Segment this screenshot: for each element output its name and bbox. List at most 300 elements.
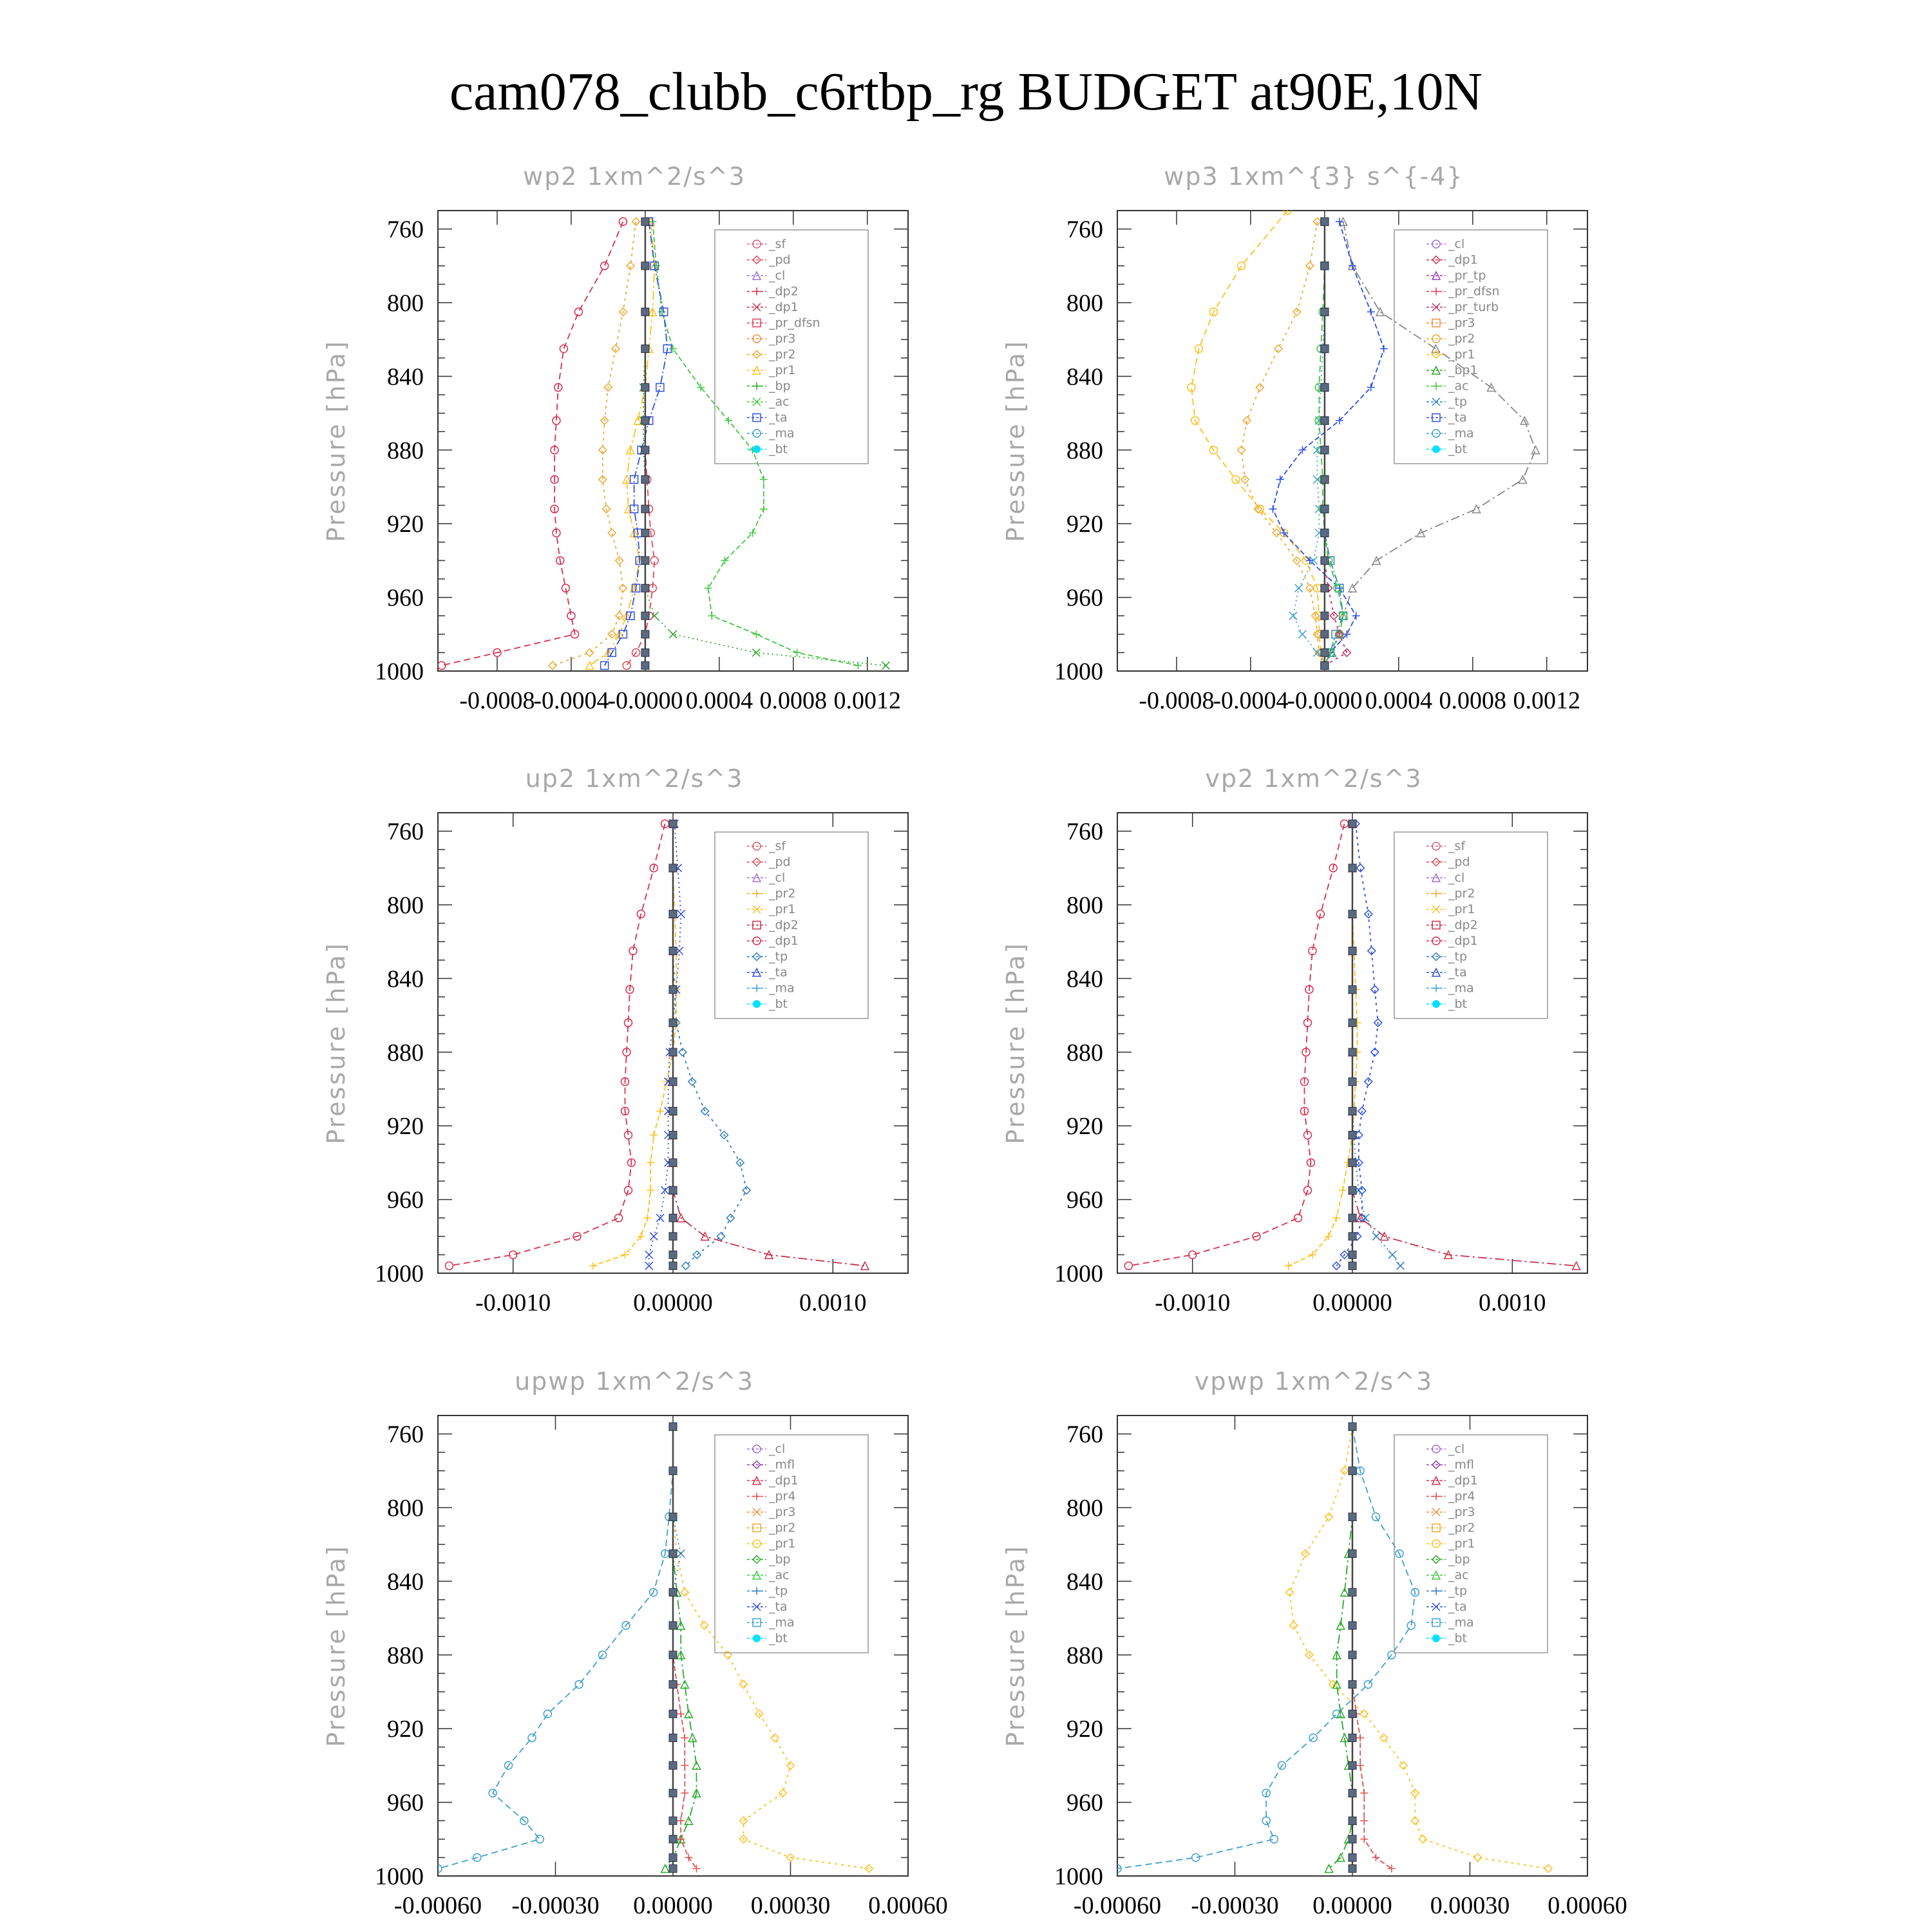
x-tick-label: 0.00000 xyxy=(1312,1289,1392,1316)
legend-entry: _bt xyxy=(769,442,788,457)
legend-entry: _ma xyxy=(1448,426,1474,440)
data-point xyxy=(681,1734,688,1742)
data-point xyxy=(1298,630,1306,638)
data-point xyxy=(1349,1550,1356,1558)
data-point xyxy=(669,1734,677,1742)
legend-marker xyxy=(1432,1587,1440,1595)
data-point xyxy=(669,1865,677,1873)
legend-entry: _dp1 xyxy=(1448,1473,1478,1488)
data-point xyxy=(1376,308,1384,316)
series-line_pd xyxy=(627,222,654,665)
x-tick-label: -0.0008 xyxy=(459,687,535,714)
data-point xyxy=(1349,1835,1356,1843)
data-point xyxy=(1473,505,1481,513)
legend-entry: _bt xyxy=(1448,442,1468,457)
legend-entry: _pr4 xyxy=(769,1489,796,1504)
legend-entry: _ma xyxy=(769,1615,795,1630)
data-point xyxy=(685,1853,692,1861)
x-tick-label: 0.0008 xyxy=(759,687,828,714)
y-tick-label: 840 xyxy=(1066,965,1103,993)
data-point xyxy=(1349,1048,1356,1056)
y-axis-label: Pressure [hPa] xyxy=(1001,942,1030,1144)
data-point xyxy=(641,218,649,225)
data-point xyxy=(1274,345,1282,353)
y-tick-label: 800 xyxy=(387,892,424,919)
legend-entry: _dp1 xyxy=(1448,934,1478,948)
data-point xyxy=(601,262,609,270)
y-tick-label: 800 xyxy=(387,1495,424,1522)
data-point xyxy=(1349,986,1356,994)
series-line_pr1 xyxy=(1191,211,1325,665)
data-point xyxy=(1399,1761,1407,1769)
data-point xyxy=(724,417,732,424)
data-point xyxy=(685,1817,692,1824)
data-point xyxy=(623,661,630,669)
legend-entry: _pd xyxy=(1448,855,1470,869)
x-tick-label: 0.0010 xyxy=(1479,1289,1546,1316)
series-line_ma xyxy=(1293,222,1325,665)
series-line_pr1 xyxy=(1289,824,1358,1265)
data-point xyxy=(1269,505,1276,513)
legend-entry: _ac xyxy=(1448,1568,1469,1582)
data-point xyxy=(1124,1262,1132,1270)
data-point xyxy=(1364,1681,1372,1689)
data-point xyxy=(1349,1817,1356,1824)
panel-0 xyxy=(322,162,908,714)
legend-entry: _pr1 xyxy=(769,902,796,916)
data-point xyxy=(1388,1865,1396,1873)
legend-entry: _tp xyxy=(769,1584,788,1598)
data-point xyxy=(1360,1817,1368,1824)
data-point xyxy=(1372,1853,1380,1861)
data-point xyxy=(669,1853,677,1861)
data-point xyxy=(1356,1734,1364,1742)
data-point xyxy=(641,384,649,392)
data-point xyxy=(1270,1835,1278,1843)
series-line_ac xyxy=(1319,222,1343,665)
legend-entry: _pr_dfsn xyxy=(769,316,820,330)
series-line_tp xyxy=(1352,824,1401,1265)
data-point xyxy=(1325,1513,1333,1520)
data-point xyxy=(669,1622,677,1629)
data-point xyxy=(669,947,677,955)
data-point xyxy=(1349,1513,1356,1520)
series-line_bp xyxy=(665,1426,697,1868)
data-point xyxy=(586,649,594,656)
data-point xyxy=(1349,1710,1356,1718)
data-point xyxy=(641,505,649,513)
legend-entry: _pr1 xyxy=(1448,1537,1475,1551)
data-point xyxy=(641,649,649,656)
data-point xyxy=(1332,1214,1340,1222)
data-point xyxy=(643,1214,651,1222)
data-point xyxy=(1289,612,1297,620)
legend-entry: _bp xyxy=(769,1552,791,1567)
data-point xyxy=(681,1761,688,1769)
legend-entry: _pd xyxy=(769,855,791,869)
legend-marker xyxy=(1432,1634,1440,1642)
data-point xyxy=(752,630,760,638)
data-point xyxy=(1321,476,1329,484)
data-point xyxy=(669,864,677,872)
x-tick-label: 0.00030 xyxy=(1430,1892,1510,1919)
x-tick-label: 0.0012 xyxy=(1513,687,1581,714)
data-point xyxy=(861,1262,869,1270)
y-tick-label: 840 xyxy=(387,1568,424,1596)
y-tick-label: 920 xyxy=(387,1113,424,1141)
panel-3 xyxy=(1001,764,1587,1316)
legend-entry: _pr_dfsn xyxy=(1448,284,1500,299)
series-group xyxy=(1188,207,1540,669)
x-tick-label: 0.0010 xyxy=(799,1289,867,1316)
data-point xyxy=(641,612,649,620)
data-point xyxy=(1360,1789,1368,1797)
data-point xyxy=(1349,1251,1356,1258)
data-point xyxy=(1349,1019,1356,1027)
y-tick-label: 960 xyxy=(1066,584,1103,612)
x-tick-label: 0.0008 xyxy=(1439,687,1507,714)
legend-entry: _bp xyxy=(769,379,791,393)
legend-entry: _ma xyxy=(769,981,795,996)
data-point xyxy=(669,1107,677,1115)
data-point xyxy=(656,384,664,392)
legend-entry: _pr2 xyxy=(769,886,796,901)
legend-entry: _dp2 xyxy=(769,918,799,933)
series-line_ta xyxy=(649,824,681,1265)
data-point xyxy=(1367,308,1375,316)
data-point xyxy=(1238,262,1245,270)
series-line_pr_turb xyxy=(1325,222,1347,665)
data-point xyxy=(669,1233,677,1240)
series-group xyxy=(438,218,890,669)
legend-entry: _pr2 xyxy=(1448,332,1475,346)
y-tick-label: 1000 xyxy=(375,658,424,685)
data-point xyxy=(1321,262,1329,270)
x-tick-label: -0.0000 xyxy=(607,687,683,714)
x-tick-label: 0.0004 xyxy=(1365,687,1433,714)
panel-title: wp3 1xm^{3} s^{-4} xyxy=(1164,162,1464,191)
data-point xyxy=(669,1651,677,1659)
legend-entry: _bt xyxy=(1448,997,1468,1011)
y-tick-label: 880 xyxy=(387,1642,424,1669)
y-axis-label: Pressure [hPa] xyxy=(322,1544,350,1747)
legend-marker xyxy=(1432,890,1440,898)
data-point xyxy=(669,1817,677,1824)
data-point xyxy=(760,505,768,513)
panel-title: vpwp 1xm^2/s^3 xyxy=(1194,1367,1434,1396)
data-point xyxy=(641,661,649,669)
legend-entry: _pr3 xyxy=(769,332,796,346)
y-tick-label: 760 xyxy=(1066,818,1103,846)
legend-entry: _bt xyxy=(769,1631,788,1645)
data-point xyxy=(1321,630,1329,638)
data-point xyxy=(1356,1761,1364,1769)
x-tick-label: 0.00030 xyxy=(750,1892,831,1919)
data-point xyxy=(669,1159,677,1166)
legend-entry: _ta xyxy=(1448,965,1467,980)
data-point xyxy=(708,612,715,620)
data-point xyxy=(575,1681,583,1689)
data-point xyxy=(1349,1467,1356,1475)
data-point xyxy=(669,1589,677,1596)
legend-entry: _ta xyxy=(769,1600,788,1614)
legend-entry: _pr2 xyxy=(769,1520,796,1535)
legend-marker xyxy=(1432,1000,1440,1008)
series-group xyxy=(445,820,869,1269)
data-point xyxy=(669,1214,677,1222)
y-tick-label: 840 xyxy=(387,965,424,993)
data-point xyxy=(656,1107,664,1115)
legend-marker xyxy=(753,985,761,992)
data-point xyxy=(1411,1789,1419,1797)
y-tick-label: 760 xyxy=(387,216,424,243)
legend-marker xyxy=(753,288,761,296)
legend-marker xyxy=(1432,985,1440,992)
legend-entry: _mfl xyxy=(1448,1457,1474,1472)
data-point xyxy=(650,1132,658,1139)
legend-entry: _cl xyxy=(769,871,786,885)
data-point xyxy=(1321,649,1329,656)
data-point xyxy=(1349,1214,1356,1222)
data-point xyxy=(1321,417,1329,424)
x-tick-label: -0.0008 xyxy=(1139,687,1215,714)
data-point xyxy=(669,1186,677,1194)
data-point xyxy=(641,529,649,537)
legend-marker xyxy=(753,1587,761,1595)
data-point xyxy=(645,1251,653,1258)
legend-entry: _tp xyxy=(1448,949,1468,964)
legend-marker xyxy=(753,446,761,453)
series-line_bp xyxy=(643,222,886,665)
data-point xyxy=(1349,1734,1356,1742)
data-point xyxy=(1294,1214,1302,1222)
legend-entry: _mfl xyxy=(769,1457,795,1472)
data-point xyxy=(549,661,556,669)
legend-entry: _pr3 xyxy=(1448,316,1475,330)
series-line_pr1 xyxy=(593,824,676,1265)
legend-entry: _cl xyxy=(1448,871,1465,885)
y-tick-label: 1000 xyxy=(375,1260,424,1287)
y-axis-label: Pressure [hPa] xyxy=(1001,1544,1030,1747)
data-point xyxy=(693,1865,701,1873)
data-point xyxy=(1532,446,1540,454)
legend-entry: _tp xyxy=(1448,395,1468,409)
legend-entry: _pr3 xyxy=(769,1505,796,1519)
legend-entry: _tp xyxy=(1448,1584,1468,1598)
y-tick-label: 760 xyxy=(387,818,424,846)
data-point xyxy=(1321,446,1329,454)
series-line_ta xyxy=(605,222,668,665)
x-tick-label: 0.0012 xyxy=(833,687,902,714)
data-point xyxy=(1349,1761,1356,1769)
data-point xyxy=(1573,1262,1580,1270)
series-line_dp1 xyxy=(1128,824,1344,1265)
series-line_ta xyxy=(1273,222,1383,665)
data-point xyxy=(1321,529,1329,537)
data-point xyxy=(1321,661,1329,669)
y-tick-label: 880 xyxy=(387,437,424,464)
y-tick-label: 920 xyxy=(1066,511,1103,538)
y-tick-label: 920 xyxy=(1066,1716,1103,1743)
series-group xyxy=(1113,1423,1552,1872)
data-point xyxy=(641,345,649,353)
data-point xyxy=(589,1262,597,1270)
legend-entry: _pr3 xyxy=(1448,1505,1475,1519)
x-tick-label: 0.00000 xyxy=(633,1289,713,1316)
x-tick-label: -0.0004 xyxy=(1213,687,1289,714)
series-line_bp1 xyxy=(1325,222,1536,665)
series-line_dp1 xyxy=(449,824,665,1265)
data-point xyxy=(1285,1262,1293,1270)
series-line_tp xyxy=(1325,222,1343,665)
y-tick-label: 960 xyxy=(1066,1789,1103,1817)
legend-entry: _cl xyxy=(769,1442,786,1456)
data-point xyxy=(726,1214,734,1222)
data-point xyxy=(616,612,623,620)
data-point xyxy=(1349,1622,1356,1629)
y-tick-label: 1000 xyxy=(375,1863,424,1890)
y-tick-label: 760 xyxy=(387,1421,424,1448)
series-line_ma xyxy=(438,1426,673,1868)
legend-entry: _ac xyxy=(1448,379,1469,393)
legend-entry: _pr1 xyxy=(769,1537,796,1551)
data-point xyxy=(1192,1853,1200,1861)
data-point xyxy=(641,584,649,592)
data-point xyxy=(787,1761,795,1769)
y-tick-label: 960 xyxy=(387,1789,424,1817)
data-point xyxy=(647,1159,654,1166)
data-point xyxy=(528,1734,536,1742)
data-point xyxy=(1544,1865,1552,1873)
data-point xyxy=(1380,345,1388,353)
data-point xyxy=(1341,1467,1349,1475)
data-point xyxy=(669,1789,677,1797)
data-point xyxy=(1313,649,1321,656)
legend-entry: _bp xyxy=(1448,1552,1470,1567)
data-point xyxy=(677,1835,685,1843)
data-point xyxy=(1349,1159,1356,1166)
data-point xyxy=(1349,1853,1356,1861)
data-point xyxy=(701,1622,708,1629)
data-point xyxy=(779,1789,786,1797)
data-point xyxy=(1321,505,1329,513)
data-point xyxy=(669,1513,677,1520)
data-point xyxy=(677,1550,685,1558)
y-tick-label: 920 xyxy=(387,511,424,538)
data-point xyxy=(615,1214,623,1222)
data-point xyxy=(661,820,669,828)
data-point xyxy=(1295,584,1303,592)
data-point xyxy=(619,218,627,225)
data-point xyxy=(1321,584,1329,592)
data-point xyxy=(882,661,890,669)
data-point xyxy=(1349,1132,1356,1139)
data-point xyxy=(669,1019,677,1027)
data-point xyxy=(641,476,649,484)
data-point xyxy=(1306,262,1314,270)
data-point xyxy=(641,417,649,424)
data-point xyxy=(1372,1233,1380,1240)
data-point xyxy=(560,345,567,353)
data-point xyxy=(1360,1835,1368,1843)
data-point xyxy=(669,1550,677,1558)
x-tick-label: 0.00060 xyxy=(868,1892,948,1919)
legend-marker xyxy=(753,1493,761,1501)
legend-entry: _ta xyxy=(769,410,788,425)
series-line_pr1 xyxy=(1290,1426,1549,1868)
y-tick-label: 920 xyxy=(1066,1113,1103,1141)
legend-entry: _ma xyxy=(769,426,795,440)
data-point xyxy=(1349,947,1356,955)
x-tick-label: -0.00060 xyxy=(393,1892,482,1919)
data-point xyxy=(1313,218,1321,225)
data-point xyxy=(669,1835,677,1843)
data-point xyxy=(669,1078,677,1086)
data-point xyxy=(1349,864,1356,872)
data-point xyxy=(574,308,582,316)
series-line_pr2 xyxy=(553,222,636,665)
data-point xyxy=(1341,820,1349,828)
y-tick-label: 880 xyxy=(387,1039,424,1066)
series-line_pr4 xyxy=(673,1426,697,1868)
x-tick-label: 0.00000 xyxy=(633,1892,713,1919)
legend-entry: _sf xyxy=(769,839,786,853)
data-point xyxy=(1349,1262,1356,1270)
data-point xyxy=(669,986,677,994)
data-point xyxy=(586,661,594,669)
y-tick-label: 800 xyxy=(1066,1495,1103,1522)
data-point xyxy=(438,661,446,669)
y-tick-label: 800 xyxy=(1066,290,1103,317)
series-group xyxy=(434,1423,873,1872)
y-tick-label: 840 xyxy=(1066,1568,1103,1596)
data-point xyxy=(1380,1734,1388,1742)
legend-entry: _dp2 xyxy=(769,284,799,299)
data-point xyxy=(669,630,677,638)
panel-title: wp2 1xm^2/s^3 xyxy=(523,162,746,191)
y-tick-label: 960 xyxy=(387,1186,424,1214)
data-point xyxy=(669,1681,677,1689)
legend-entry: _ac xyxy=(769,1568,790,1582)
legend-entry: _dp1 xyxy=(769,1473,799,1488)
data-point xyxy=(1349,1186,1356,1194)
data-point xyxy=(669,1710,677,1718)
data-point xyxy=(677,1710,685,1718)
legend-entry: _tp xyxy=(769,949,788,964)
data-point xyxy=(1339,1186,1347,1194)
data-point xyxy=(669,1423,677,1430)
y-axis-label: Pressure [hPa] xyxy=(322,942,350,1144)
data-point xyxy=(1321,612,1329,620)
data-point xyxy=(641,262,649,270)
data-point xyxy=(658,308,666,316)
x-tick-label: 0.00060 xyxy=(1548,1892,1627,1919)
legend-marker xyxy=(1432,1493,1440,1501)
x-tick-label: -0.0010 xyxy=(1155,1289,1231,1316)
data-point xyxy=(1352,612,1360,620)
data-point xyxy=(1321,384,1329,392)
y-tick-label: 960 xyxy=(1066,1186,1103,1214)
panel-title: vp2 1xm^2/s^3 xyxy=(1205,764,1423,793)
y-axis-label: Pressure [hPa] xyxy=(1001,339,1030,542)
y-tick-label: 920 xyxy=(387,1716,424,1743)
data-point xyxy=(1349,820,1356,828)
series-line_tp xyxy=(673,824,746,1265)
legend-entry: _ac xyxy=(769,395,790,409)
y-tick-label: 800 xyxy=(1066,892,1103,919)
data-point xyxy=(1290,1622,1298,1629)
legend-marker xyxy=(1432,288,1440,296)
